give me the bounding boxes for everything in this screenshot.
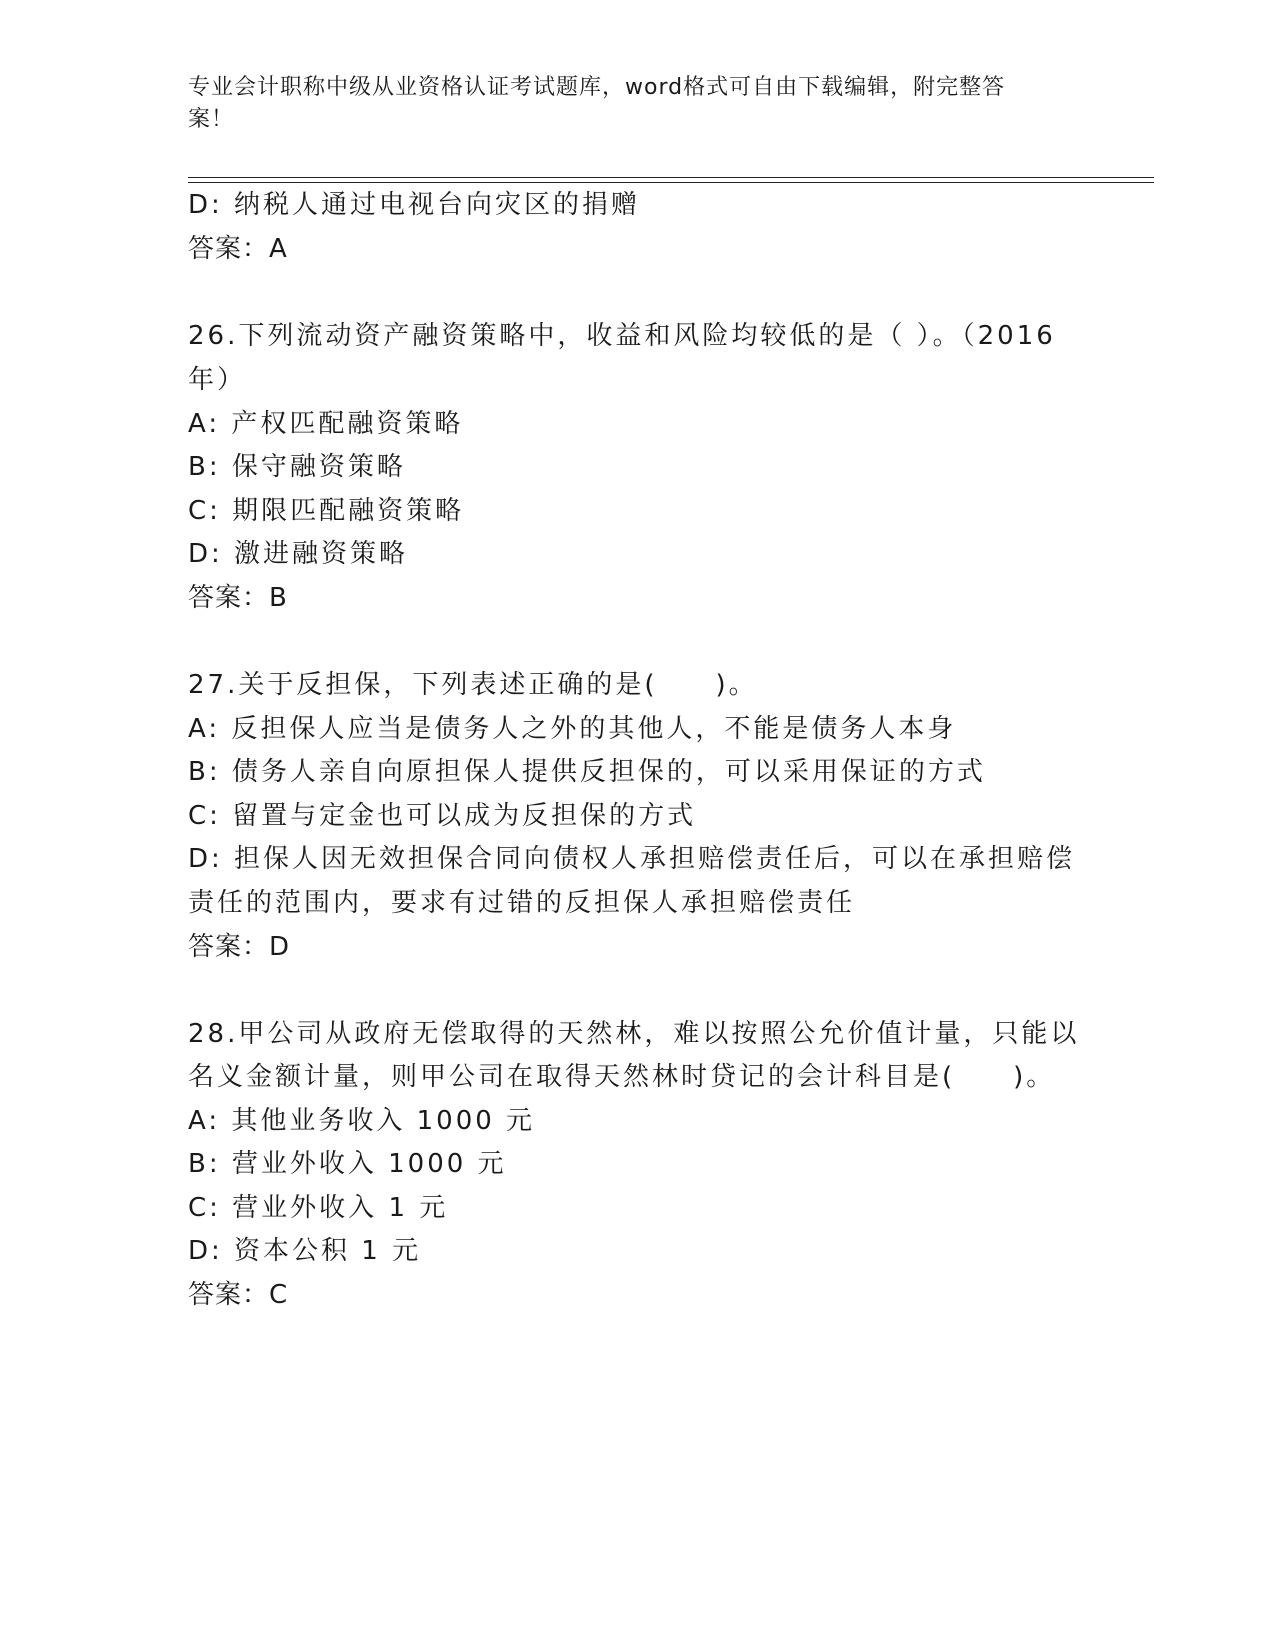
q26-option-b: B: 保守融资策略: [188, 452, 406, 482]
q26-option-a: A: 产权匹配融资策略: [188, 409, 464, 439]
header-divider-bottom: [188, 182, 1154, 183]
q25-option-d: D: 纳税人通过电视台向灾区的捐赠: [188, 190, 641, 220]
q26-stem-line-1: 26.下列流动资产融资策略中，收益和风险均较低的是（ ）。（2016: [188, 321, 1056, 351]
q28-option-a: A: 其他业务收入 1000 元: [188, 1106, 536, 1136]
header-line-1: 专业会计职称中级从业资格认证考试题库，word格式可自由下载编辑，附完整答: [188, 75, 1006, 100]
q27-option-a: A: 反担保人应当是债务人之外的其他人，不能是债务人本身: [188, 714, 957, 744]
q27-option-b: B: 债务人亲自向原担保人提供反担保的，可以采用保证的方式: [188, 757, 986, 787]
q27-option-d-line-1: D: 担保人因无效担保合同向债权人承担赔偿责任后，可以在承担赔偿: [188, 844, 1076, 874]
q28-stem-line-1: 28.甲公司从政府无偿取得的天然林，难以按照公允价值计量，只能以: [188, 1019, 1080, 1049]
q26-option-c: C: 期限匹配融资策略: [188, 496, 465, 526]
q28-stem-line-2: 名义金额计量，则甲公司在取得天然林时贷记的会计科目是( )。: [188, 1062, 1056, 1092]
q28-option-d: D: 资本公积 1 元: [188, 1236, 422, 1266]
q28-answer: 答案：C: [188, 1280, 289, 1310]
q25-answer: 答案：A: [188, 234, 288, 264]
q26-option-d: D: 激进融资策略: [188, 539, 409, 569]
q28-option-b: B: 营业外收入 1000 元: [188, 1149, 507, 1179]
q27-option-c: C: 留置与定金也可以成为反担保的方式: [188, 801, 697, 831]
q26-stem-line-2: 年）: [188, 365, 247, 395]
header-divider-top: [188, 177, 1154, 178]
page-header: [188, 72, 1068, 136]
q28-option-c: C: 营业外收入 1 元: [188, 1193, 449, 1223]
header-line-2: 案！: [188, 107, 235, 132]
q27-stem: 27.关于反担保，下列表述正确的是( )。: [188, 670, 758, 700]
q26-answer: 答案：B: [188, 583, 288, 613]
q27-option-d-line-2: 责任的范围内，要求有过错的反担保人承担赔偿责任: [188, 888, 856, 918]
q27-answer: 答案：D: [188, 932, 291, 962]
